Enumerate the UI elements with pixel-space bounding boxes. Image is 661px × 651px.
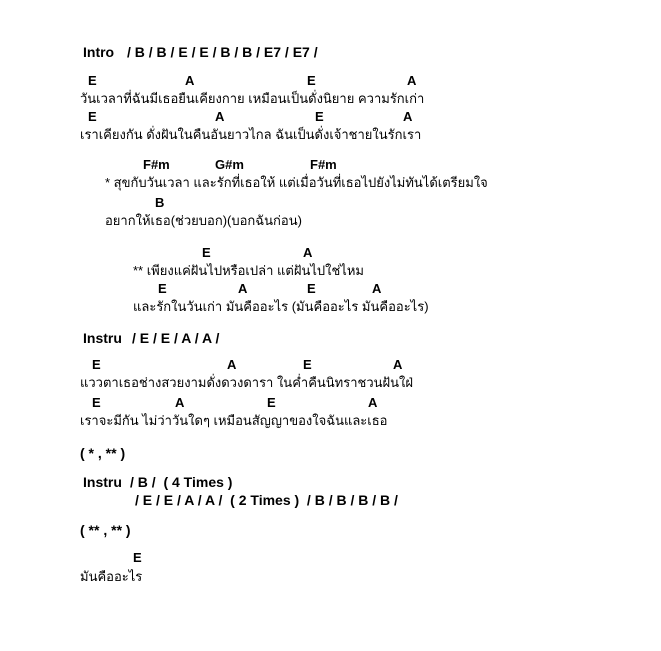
chord: A [368,395,378,410]
chord: E [303,357,312,372]
sheet-line [0,551,661,569]
chord: E [307,281,316,296]
sheet-line [0,445,661,463]
chord: E [88,73,97,88]
chord: A [393,357,403,372]
chord: E [315,109,324,124]
chord: E [267,395,276,410]
section-label: Intro [83,44,115,60]
lyric-line: ** เพียงแค่ฝันไปหรือเปล่า แต่ฝันไปใช่ไหม [133,263,364,278]
chord: A [175,395,185,410]
chord-progression: / B / ( 4 Times ) [130,474,233,490]
chord-progression: / E / E / A / A / ( 2 Times ) / B / B / B / B / [135,492,398,508]
chord: A [403,109,413,124]
chord: G#m [215,157,244,172]
sheet-line [0,358,661,376]
chord: A [227,357,237,372]
sheet-line [0,474,661,492]
chord: E [88,109,97,124]
repeat-marker: ( * , ** ) [80,445,126,461]
lyric-line: เราจะมีกัน ไม่ว่าวันใดๆ เหมือนสัญญาของใจฉันและเธอ [80,413,388,428]
sheet-line [0,396,661,414]
lyric-line: แววตาเธอช่างสวยงามดั่งดวงดารา ในค่ำคืนนิทราชวนฝันใฝ่ [80,375,413,390]
chord: A [372,281,382,296]
chord: A [407,73,417,88]
chord-progression: / B / B / E / E / B / B / E7 / E7 / [127,44,318,60]
sheet-line [0,414,661,432]
chord: F#m [310,157,337,172]
sheet-line [0,282,661,300]
chord: E [133,550,142,565]
chord-progression: / E / E / A / A / [132,330,220,346]
chord: E [307,73,316,88]
lyric-line: เราเคียงกัน ดั่งฝันในคืนอันยาวไกล ฉันเป็นดั่งเจ้าชายในรักเรา [80,127,422,142]
chord: A [238,281,248,296]
lyric-line: วันเวลาที่ฉันมีเธอยืนเคียงกาย เหมือนเป็นดั่งนิยาย ความรักเก่า [80,91,425,106]
sheet-line [0,246,661,264]
lyric-line: * สุขกับวันเวลา และรักที่เธอให้ แต่เมื่อวันที่เธอไปยังไม่ทันได้เตรียมใจ [105,175,488,190]
sheet-line [0,158,661,176]
sheet-line [0,214,661,232]
chord: E [92,395,101,410]
chord: E [202,245,211,260]
sheet-line [0,44,661,62]
sheet-line [0,570,661,588]
lyric-line: มันคืออะไร [80,569,143,584]
sheet-line [0,128,661,146]
chord: A [185,73,195,88]
sheet-line [0,522,661,540]
chord: E [92,357,101,372]
sheet-line [0,492,661,510]
chord: A [215,109,225,124]
chord: E [158,281,167,296]
repeat-marker: ( ** , ** ) [80,522,131,538]
sheet-line [0,110,661,128]
sheet-line [0,74,661,92]
chord: A [303,245,313,260]
chord: F#m [143,157,170,172]
section-label: Instru [83,474,122,490]
sheet-line [0,92,661,110]
sheet-line [0,176,661,194]
lyric-line: อยากให้เธอ(ช่วยบอก)(บอกฉันก่อน) [105,213,302,228]
sheet-line [0,376,661,394]
sheet-line [0,330,661,348]
sheet-line [0,264,661,282]
chord: B [155,195,165,210]
lyric-line: และรักในวันเก่า มันคืออะไร (มันคืออะไร มันคืออะไร) [133,299,429,314]
sheet-line [0,300,661,318]
section-label: Instru [83,330,122,346]
sheet-line [0,196,661,214]
